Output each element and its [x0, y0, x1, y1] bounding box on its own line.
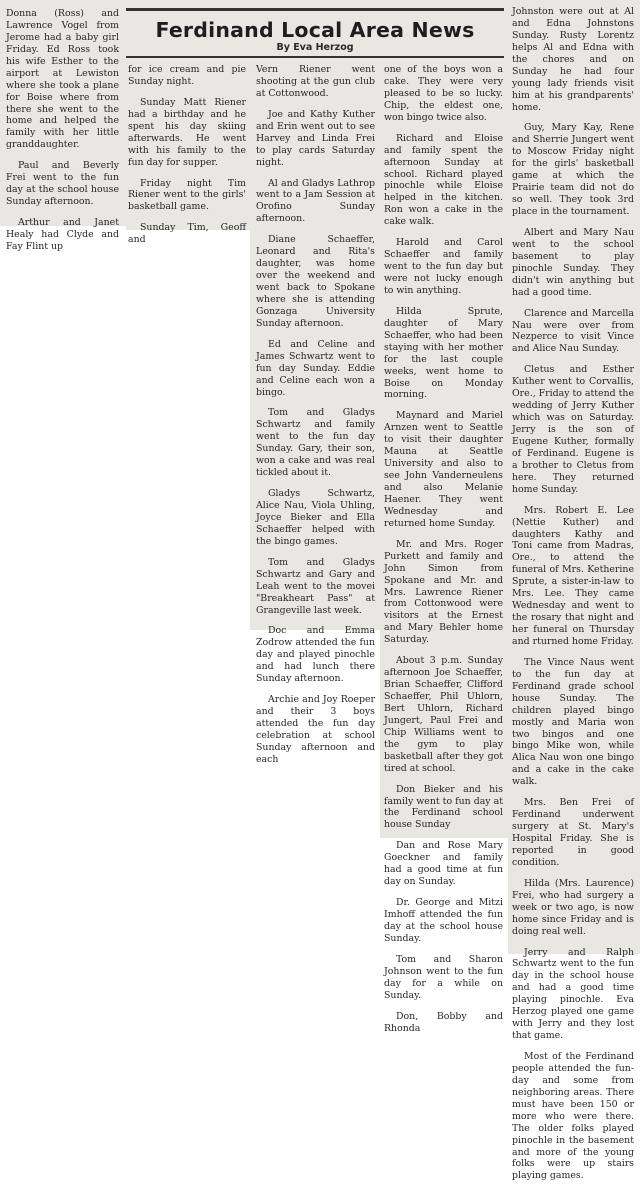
byline: By Eva Herzog: [276, 42, 354, 53]
paragraph: Clarence and Marcella Nau were over from Nezperce to visit Vince and Alice Nau Sunday.: [512, 307, 634, 355]
paragraph: Joe and Kathy Kuther and Erin went out to see Harvey and Linda Frei to play cards Saturday night.: [256, 108, 375, 168]
page-title: Ferdinand Local Area News: [155, 18, 475, 42]
paragraph: Dr. George and Mitzi Imhoff attended the fun day at the school house Sunday.: [384, 897, 503, 944]
paragraph: Vern Riener went shooting at the gun club at Cottonwood.: [256, 64, 375, 99]
paragraph: Albert and Mary Nau went to the school basement to play pinochle Sunday. They didn't win anything but had a good time.: [512, 226, 634, 298]
header-rule-top: [126, 8, 504, 11]
paragraph: Sunday Matt Riener had a birthday and he spent his day skiing afterwards. He went with his family to the fun day for supper.: [128, 96, 246, 168]
paragraph: Guy, Mary Kay, Rene and Sherrie Jungert went to Moscow Friday night for the girls' basketball game at which the Prairie team did not do so well. They took 3rd place in the tournament.: [512, 122, 634, 217]
paragraph: Tom and Gladys Schwartz and Gary and Leah went to the movei "Breakheart Pass" at Grangeville last week.: [256, 556, 375, 616]
paragraph: Mr. and Mrs. Roger Purkett and family and John Simon from Spokane and Mr. and Mrs. Lawrence Riener from Cottonwood were visitors at the Ernest and Mary Behler home Saturday.: [384, 538, 503, 646]
paragraph: Gladys Schwartz, Alice Nau, Viola Uhling, Joyce Bieker and Ella Schaeffer helped with the bingo games.: [256, 488, 375, 547]
paragraph: The Vince Naus went to the fun day at Ferdinand grade school house Sunday. The children played bingo mostly and Maria won two bingos and one bingo Mike won, while Alica Nau won one bingo and a cake in the cake walk.: [512, 656, 634, 788]
paragraph: Cletus and Esther Kuther went to Corvallis, Ore., Friday to attend the wedding of Jerry Kuther which was on Saturday. Jerry is the son of Eugene Kuther, formally of Ferdinand. Eugene is a brother to Cletus from here. They returned home Sunday.: [512, 364, 634, 495]
article-column-5: [512, 6, 634, 1191]
paragraph: Jerry and Ralph Schwartz went to the fun day in the school house and had a good time playing pinochle. Eva Herzog played one game with Jerry and they lost that game.: [512, 946, 634, 1042]
paragraph: Maynard and Mariel Arnzen went to Seattle to visit their daughter Mauna at Seattle University and also to see John Vanderneulens and also Melanie Haener. They went Wednesday and returned home Sunday.: [384, 410, 503, 529]
paragraph: Hilda (Mrs. Laurence) Frei, who had surgery a week or two ago, is now home since Friday and is doing real well.: [512, 877, 634, 937]
paragraph: for ice cream and pie Sunday night.: [128, 64, 246, 87]
paragraph: Al and Gladys Lathrop went to a Jam Session at Orofino Sunday afternoon.: [256, 177, 375, 225]
paragraph: Tom and Sharon Johnson went to the fun day for a while on Sunday.: [384, 953, 503, 1001]
paragraph: Harold and Carol Schaeffer and family went to the fun day but were not lucky enough to win anything.: [384, 237, 503, 296]
paragraph: Doc and Emma Zodrow attended the fun day and played pinochle and had lunch there Sunday afternoon.: [256, 625, 375, 685]
paragraph: Hilda Sprute, daughter of Mary Schaeffer, who had been staying with her mother for the last couple weeks, went home to Boise on Monday morning.: [384, 305, 503, 401]
paragraph: Mrs. Ben Frei of Ferdinand underwent surgery at St. Mary's Hospital Friday. She is reported in good condition.: [512, 797, 634, 868]
paragraph: Mrs. Robert E. Lee (Nettie Kuther) and daughters Kathy and Toni came from Madras, Ore., to attend the funeral of Mrs. Ketherine Sprute, a sister-in-law to Mrs. Lee. They came Wednesday and went to the rosary that night and her funeral on Thursday and rturned home Friday.: [512, 504, 634, 647]
article-column-3: [256, 64, 375, 775]
paragraph: Archie and Joy Roeper and their 3 boys attended the fun day celebration at school Sunday afternoon and each: [256, 694, 375, 765]
paragraph: Ed and Celine and James Schwartz went to fun day Sunday. Eddie and Celine each won a bingo.: [256, 338, 375, 398]
header-rule-bottom: [126, 56, 504, 58]
paragraph: Don, Bobby and Rhonda: [384, 1010, 503, 1034]
paragraph: one of the boys won a cake. They were very pleased to be so lucky. Chip, the eldest one, won bingo twice also.: [384, 64, 503, 123]
paragraph: Diane Schaeffer, Leonard and Rita's daughter, was home over the weekend and went back to Spokane where she is attending Gonzaga University Sunday afternoon.: [256, 234, 375, 329]
paragraph: Friday night Tim Riener went to the girls' basketball game.: [128, 177, 246, 213]
paragraph: Don Bieker and his family went to fun day at the Ferdinand school house Sunday: [384, 783, 503, 831]
paragraph: Paul and Beverly Frei went to the fun day at the school house Sunday afternoon.: [6, 160, 119, 208]
paragraph: Arthur and Janet Healy had Clyde and Fay Flint up: [6, 217, 119, 252]
paragraph: Most of the Ferdinand people attended the fun-day and some from neighboring areas. There must have been 150 or more who were there. The older folks played pinochle in the basement and more of the young folks were up stairs playing games.: [512, 1051, 634, 1182]
paragraph: Richard and Eloise and family spent the afternoon Sunday at school. Richard played pinochle while Eloise helped in the kitchen. Ron won a cake in the cake walk.: [384, 132, 503, 228]
paragraph: Johnston were out at Al and Edna Johnstons Sunday. Rusty Lorentz helps Al and Edna with the chores and on Sunday he had four young lady friends visit him at his grandparents' home.: [512, 6, 634, 113]
paragraph: Donna (Ross) and Lawrence Vogel from Jerome had a baby girl Friday. Ed Ross took his wife Esther to the airport at Lewiston where she took a plane for Boise where from there she went to the home and helped the family with her little granddaughter.: [6, 8, 119, 151]
article-column-2: [128, 64, 246, 255]
article-column-4: [384, 64, 503, 1043]
article-column-1: [6, 8, 119, 262]
paragraph: Tom and Gladys Schwartz and family went to the fun day Sunday. Gary, their son, won a cake and was real tickled about it.: [256, 407, 375, 479]
paragraph: About 3 p.m. Sunday afternoon Joe Schaeffer, Brian Schaeffer, Clifford Schaeffer, Phil Uhlorn, Bert Uhlorn, Richard Jungert, Paul Frei and Chip Williams went to the gym to play basketball after they got tired at school.: [384, 655, 503, 774]
paragraph: Sunday Tim, Geoff and: [128, 222, 246, 246]
paragraph: Dan and Rose Mary Goeckner and family had a good time at fun day on Sunday.: [384, 840, 503, 888]
